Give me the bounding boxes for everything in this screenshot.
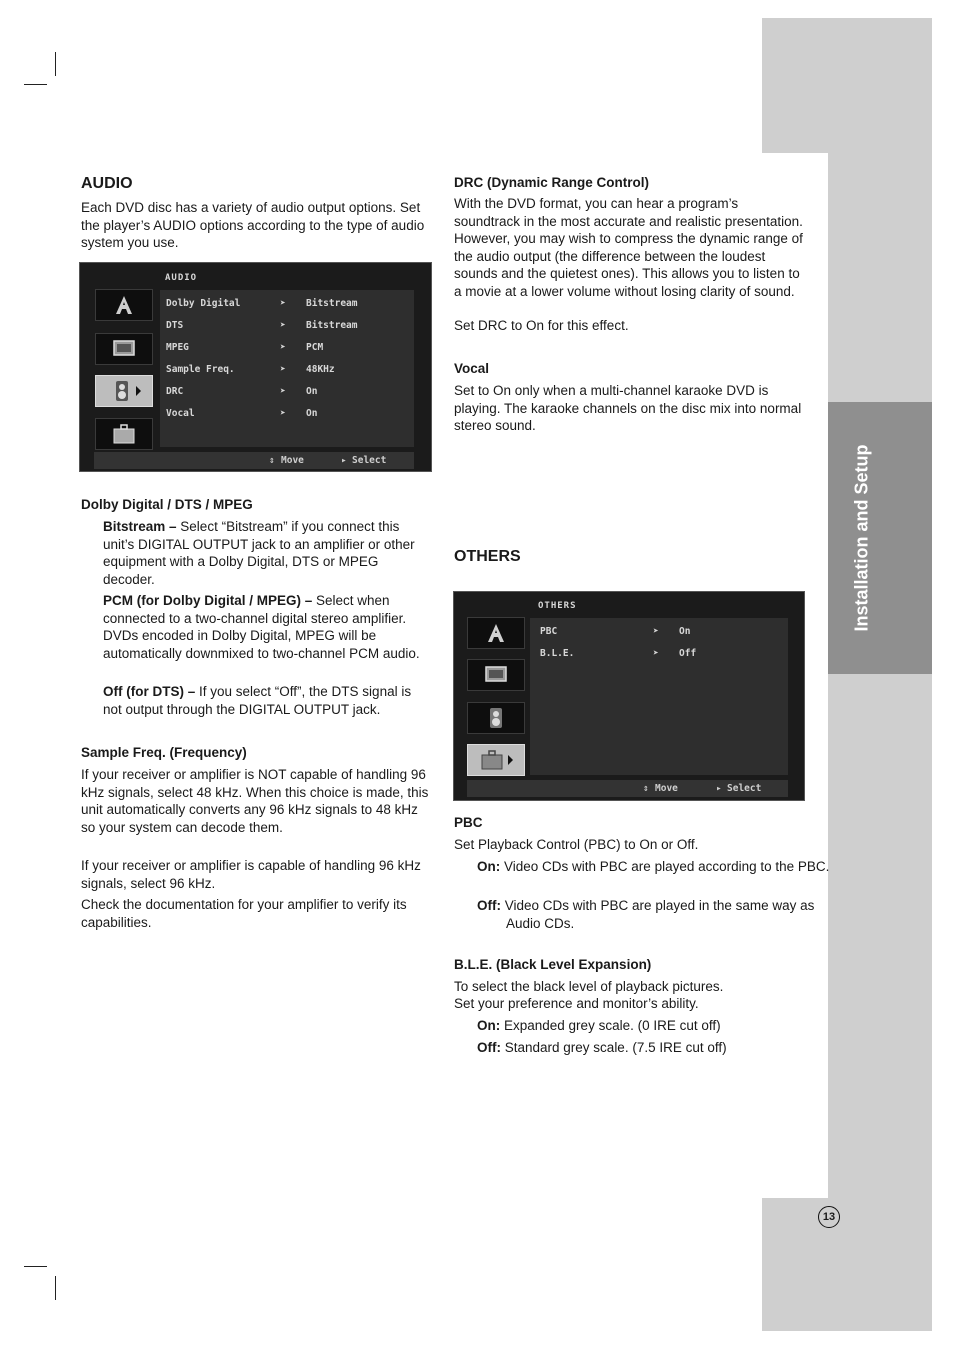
others-row-value[interactable]: On: [679, 626, 691, 637]
off-dts-description: Off (for DTS) – If you select “Off”, the DTS signal is not output through the DIGITAL OUTPUT jack.: [103, 684, 412, 717]
pcm-description: PCM (for Dolby Digital / MPEG) – Select when connected to a two-channel digital stereo amplifier. DVDs encoded in Dolby Digital, MPEG will be automatically downmixed to two-channel PCM audio.: [103, 593, 420, 661]
others-tab-icon[interactable]: [95, 418, 153, 450]
move-icon: ⇕: [269, 455, 275, 466]
audio-row-value[interactable]: Bitstream: [306, 320, 358, 331]
side-tab-strip: [828, 150, 932, 1200]
audio-menu-title: AUDIO: [165, 273, 198, 283]
move-label: Move: [655, 783, 678, 794]
select-label: Select: [352, 455, 387, 466]
move-icon: ⇕: [643, 783, 649, 794]
arrow-icon: ➤: [653, 626, 659, 637]
audio-row-value[interactable]: PCM: [306, 342, 324, 353]
ble-intro: Set your preference and monitor’s ability.: [454, 996, 699, 1011]
arrow-icon: ➤: [280, 320, 286, 331]
move-label: Move: [281, 455, 304, 466]
pbc-off-description: Off: Video CDs with PBC are played in the same way as Audio CDs.: [477, 898, 815, 931]
drc-paragraph: With the DVD format, you can hear a program’s soundtrack in the most accurate and realistic presentation. However, you may wish to compress the dynamic range of the audio output (the difference between the loudest sounds and the quietest ones). This allows you to listen to a movie at a lower volume without losing clarity of sound.: [454, 196, 803, 299]
audio-row-label: DTS: [166, 320, 184, 331]
pbc-heading: PBC: [454, 815, 483, 830]
ble-on-description: On: Expanded grey scale. (0 IRE cut off): [477, 1018, 721, 1033]
audio-row-label: DRC: [166, 386, 184, 397]
ble-intro: To select the black level of playback pictures.: [454, 979, 724, 994]
select-icon: ▸: [716, 783, 722, 794]
arrow-icon: ➤: [280, 364, 286, 375]
arrow-icon: ➤: [280, 342, 286, 353]
others-menu-panel: [530, 618, 788, 775]
others-row-label: PBC: [540, 626, 558, 637]
audio-menu-screen: [79, 262, 432, 472]
language-tab-icon[interactable]: [467, 617, 525, 649]
others-menu-footer: [467, 780, 788, 797]
audio-intro: Each DVD disc has a variety of audio output options. Set the player’s AUDIO options according to the type of audio system you use.: [81, 200, 425, 250]
ble-off-description: Off: Standard grey scale. (7.5 IRE cut off): [477, 1040, 727, 1055]
pbc-on-description: On: Video CDs with PBC are played according to the PBC.: [477, 859, 830, 874]
pbc-intro: Set Playback Control (PBC) to On or Off.: [454, 837, 699, 852]
dolby-heading: Dolby Digital / DTS / MPEG: [81, 497, 253, 512]
display-tab-icon[interactable]: [467, 659, 525, 691]
audio-tab-icon[interactable]: [467, 702, 525, 734]
bitstream-description: Bitstream – Select “Bitstream” if you connect this unit’s DIGITAL OUTPUT jack to an amplifier or other equipment with a Dolby Digital, DTS or MPEG decoder.: [103, 519, 415, 587]
others-menu-screen: [453, 591, 805, 801]
audio-row-value[interactable]: Bitstream: [306, 298, 358, 309]
sample-freq-paragraph: If your receiver or amplifier is NOT capable of handling 96 kHz signals, select 48 kHz. When this choice is made, this unit automatically converts any 96 kHz signals to 48 kHz so your system can decode them.: [81, 767, 429, 835]
arrow-icon: ➤: [280, 298, 286, 309]
audio-row-label: MPEG: [166, 342, 189, 353]
audio-row-value[interactable]: 48KHz: [306, 364, 335, 375]
audio-row-value[interactable]: On: [306, 408, 318, 419]
side-tab-footer: [762, 1198, 932, 1331]
audio-row-label: Dolby Digital: [166, 298, 241, 309]
vocal-paragraph: Set to On only when a multi-channel karaoke DVD is playing. The karaoke channels on the disc mix into normal stereo sound.: [454, 383, 802, 433]
ble-heading: B.L.E. (Black Level Expansion): [454, 957, 652, 972]
language-tab-icon[interactable]: [95, 289, 153, 321]
select-label: Select: [727, 783, 762, 794]
others-menu-title: OTHERS: [538, 601, 577, 611]
audio-menu-footer: [94, 452, 414, 469]
sample-freq-heading: Sample Freq. (Frequency): [81, 745, 247, 760]
side-tab-background: [762, 18, 932, 153]
audio-heading: AUDIO: [81, 175, 133, 192]
sample-freq-paragraph: If your receiver or amplifier is capable of handling 96 kHz signals, select 96 kHz.: [81, 858, 421, 891]
drc-paragraph: Set DRC to On for this effect.: [454, 318, 629, 333]
others-tab-icon[interactable]: [467, 744, 525, 776]
others-row-value[interactable]: Off: [679, 648, 697, 659]
page-number: 13: [818, 1206, 840, 1228]
arrow-icon: ➤: [280, 386, 286, 397]
others-heading: OTHERS: [454, 548, 521, 565]
arrow-icon: ➤: [653, 648, 659, 659]
drc-heading: DRC (Dynamic Range Control): [454, 175, 650, 190]
display-tab-icon[interactable]: [95, 333, 153, 365]
vocal-heading: Vocal: [454, 361, 490, 376]
others-row-label: B.L.E.: [540, 648, 575, 659]
select-icon: ▸: [341, 455, 347, 466]
audio-row-label: Sample Freq.: [166, 364, 235, 375]
side-tab-section: [828, 402, 932, 674]
audio-row-value[interactable]: On: [306, 386, 318, 397]
audio-tab-icon[interactable]: [95, 375, 153, 407]
arrow-icon: ➤: [280, 408, 286, 419]
audio-row-label: Vocal: [166, 408, 195, 419]
side-tab-label: Installation and Setup: [851, 444, 872, 632]
sample-freq-paragraph: Check the documentation for your amplifier to verify its capabilities.: [81, 897, 407, 930]
